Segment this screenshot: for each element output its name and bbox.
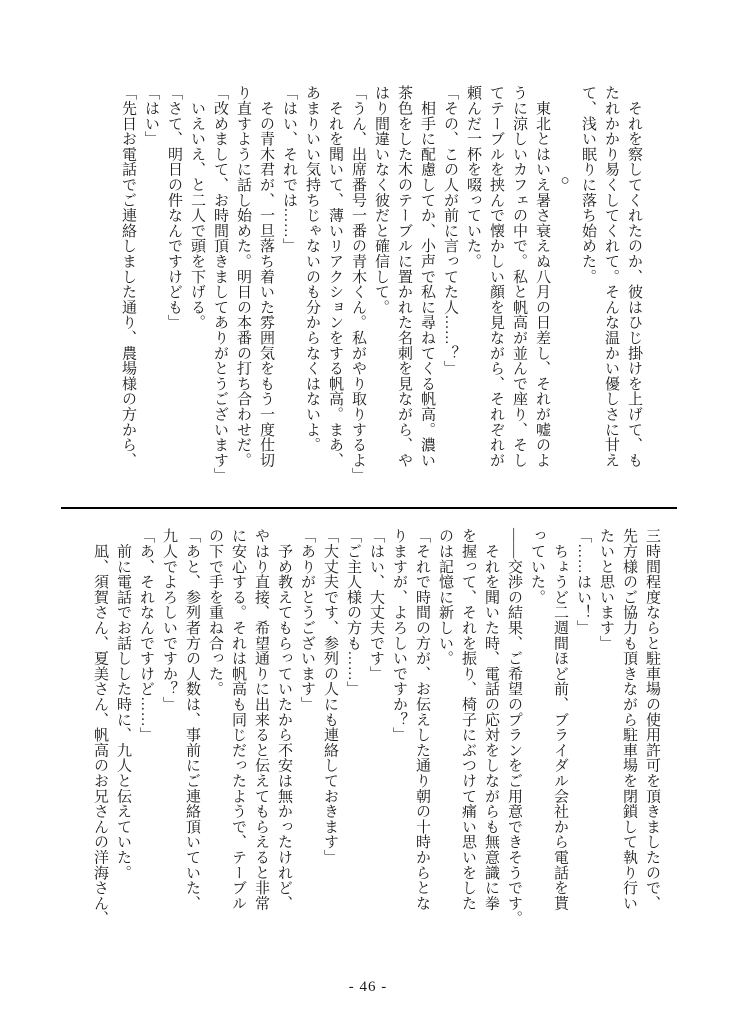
text-line: て、浅い眠りに落ち始めた。: [580, 85, 596, 284]
text-line: 「……はい！」: [575, 528, 591, 636]
section-break-marker: ○: [557, 173, 573, 190]
text-line: のは記憶に新しい。: [437, 528, 453, 666]
text-line: 「先日お電話でご連絡しました通り、農場様の方から、: [120, 85, 136, 468]
text-line: 茶色をした木のテーブルに置かれた名刺を見ながら、や: [396, 85, 412, 468]
text-line: ――交渉の結果、ご希望のプランをご用意できそうです。: [506, 528, 522, 926]
bottom-text-block: [88, 528, 663, 940]
text-line: 九人でよろしいですか？」: [161, 528, 177, 712]
text-line: 凪、須賀さん、夏美さん、帆高のお兄さんの洋海さん、: [92, 528, 108, 926]
text-line: 「ご主人様の方も……」: [345, 528, 361, 697]
text-line: それを察してくれたのか、彼はひじ掛けを上げて、も: [626, 85, 642, 468]
text-line: それを聞いた時、電話の応対をしながらも無意識に拳: [483, 528, 499, 911]
text-line: に安心する。それは帆高も同じだったようで、テーブル: [230, 528, 246, 911]
text-line: あまりいい気持ちじゃないのも分からなくはないよ。: [304, 85, 320, 453]
text-line: 「大丈夫です、参列の人にも連絡しておきます」: [322, 528, 338, 865]
text-line: 「うん、出席番号一番の青木くん。私がやり取りするよ」: [350, 85, 366, 483]
text-line: いえいえ、と二人で頭を下げる。: [189, 85, 205, 330]
top-text-block: [116, 85, 645, 483]
page-number: - 46 -: [348, 979, 388, 995]
text-line: を握って、それを振り、椅子にぶつけて痛い思いをした: [460, 528, 476, 911]
text-line: それを聞いて、薄いリアクションをする帆高。まあ、: [327, 85, 343, 468]
text-line: 「それで時間の方が、お伝えした通り朝の十時からとな: [414, 528, 430, 911]
text-line: 「はい、それでは……」: [281, 85, 297, 254]
text-line: 「はい、大丈夫です」: [368, 528, 384, 681]
text-line: 「改めまして、お時間頂きましてありがとうございます」: [212, 85, 228, 483]
text-line: 頼んだ一杯を啜っていた。: [465, 85, 481, 269]
text-line: うに涼しいカフェの中で。私と帆高が並んで座り、そし: [511, 85, 527, 468]
text-line: 予め教えてもらっていたから不安は無かったけれど、: [276, 528, 292, 911]
text-line: 「さて、明日の件なんですけども」: [166, 85, 182, 330]
text-line: その青木君が、一旦落ち着いた雰囲気をもう一度仕切: [258, 85, 274, 468]
text-line: 「その、この人が前に言ってた人……？」: [442, 85, 458, 376]
text-line: りますが、よろしいですか？」: [391, 528, 407, 743]
text-line: 相手に配慮してか、小声で私に尋ねてくる帆高。濃い: [419, 85, 435, 468]
text-line: たいと思います」: [598, 528, 614, 651]
text-line: 「はい」: [143, 85, 159, 147]
text-line: り直すように話し始めた。明日の本番の打ち合わせだ。: [235, 85, 251, 468]
text-line: 東北とはいえ暑さ衰えぬ八月の日差し、それが嘘のよ: [534, 85, 550, 468]
text-line: ちょうど二週間ほど前、ブライダル会社から電話を貰: [552, 528, 568, 911]
text-line: 「あと、参列者方の人数は、事前にご連絡頂いていた、: [184, 528, 200, 911]
text-line: 前に電話でお話しした時に、九人と伝えていた。: [115, 528, 131, 880]
text-line: 「ありがとうございます」: [299, 528, 315, 712]
text-line: 三時間程度ならと駐車場の使用許可を頂きましたので、: [644, 528, 660, 911]
text-line: てテーブルを挟んで懐かしい顔を見ながら、それぞれが: [488, 85, 504, 468]
text-line: 「あ、それなんですけど……」: [138, 528, 154, 743]
section-divider-line: [61, 507, 677, 509]
text-line: たれかかり易くしてくれて。そんな温かい優しさに甘え: [603, 85, 619, 468]
text-line: の下で手を重ね合った。: [207, 528, 223, 697]
text-line: っていた。: [529, 528, 545, 605]
text-line: やはり直接、希望通りに出来ると伝えてもらえると非常: [253, 528, 269, 911]
text-line: はり間違いなく彼だと確信して。: [373, 85, 389, 315]
text-line: 先方様のご協力も頂きながら駐車場を閉鎖して執り行い: [621, 528, 637, 911]
